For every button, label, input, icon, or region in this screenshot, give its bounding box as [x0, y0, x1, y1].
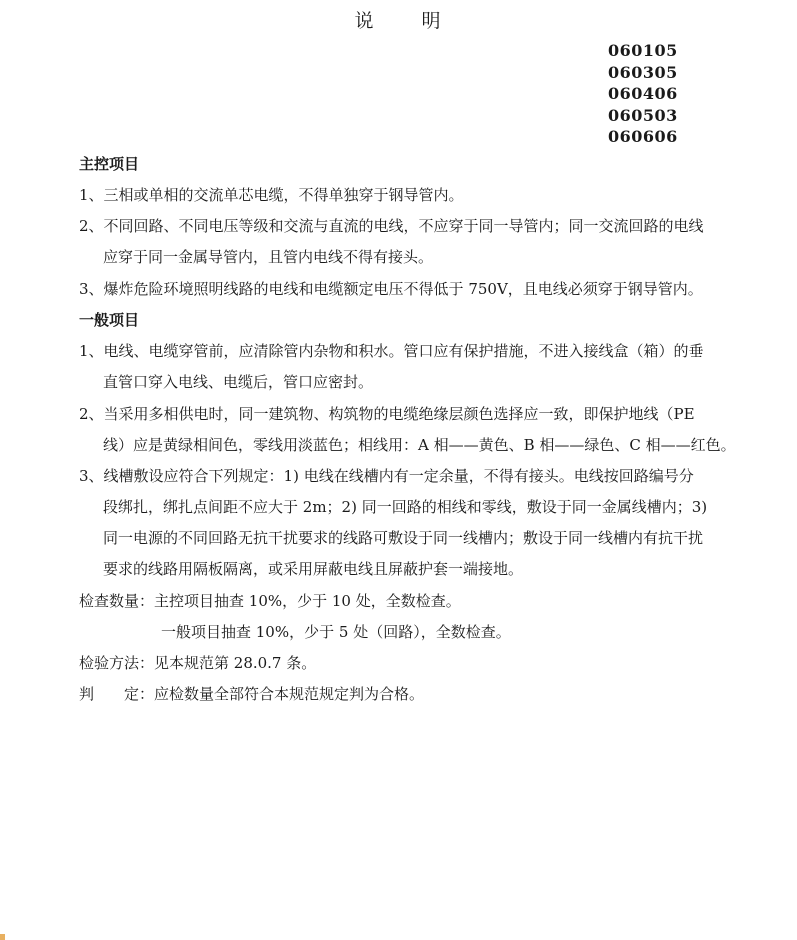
page-corner-mark — [0, 934, 5, 940]
general-item-1: 1、电线、电缆穿管前，应清除管内杂物和积水。管口应有保护措施，不进入接线盒（箱）的垂 — [79, 342, 704, 360]
general-item-2-cont: 线）应是黄绿相间色，零线用淡蓝色；相线用：A 相——黄色、B 相——绿色、C 相——红色。 — [103, 436, 736, 454]
main-items-heading: 主控项目 — [79, 155, 140, 173]
item-code: 060105 — [608, 41, 678, 60]
title-char-1: 说 — [354, 10, 376, 32]
inspection-method: 检验方法：见本规范第 28.0.7 条。 — [79, 654, 317, 672]
judgment-line — [79, 683, 424, 704]
general-item-1-cont: 直管口穿入电线、电缆后，管口应密封。 — [103, 373, 374, 391]
inspection-count: 检查数量：主控项目抽查 10%，少于 10 处，全数检查。 — [79, 592, 461, 610]
page-title — [0, 6, 797, 33]
general-item-3-cont: 段绑扎，绑扎点间距不应大于 2m；2) 同一回路的相线和零线，敷设于同一金属线槽内；3) — [103, 498, 708, 516]
title-char-2: 明 — [421, 10, 443, 32]
general-item-2: 2、当采用多相供电时，同一建筑物、构筑物的电缆绝缘层颜色选择应一致，即保护地线（PE — [79, 405, 695, 423]
item-code: 060406 — [608, 84, 678, 103]
item-code: 060503 — [608, 105, 678, 125]
item-code: 060606 — [608, 127, 678, 146]
item-codes — [608, 40, 678, 148]
item-code: 060305 — [608, 62, 678, 82]
judgment-text: 应检数量全部符合本规范规定判为合格。 — [154, 685, 425, 703]
general-item-3-cont: 要求的线路用隔板隔离，或采用屏蔽电线且屏蔽护套一端接地。 — [103, 560, 524, 578]
inspection-count-general: 一般项目抽查 10%，少于 5 处（回路），全数检查。 — [161, 623, 511, 641]
main-item-3: 3、爆炸危险环境照明线路的电线和电缆额定电压不得低于 750V，且电线必须穿于钢导管内。 — [79, 280, 703, 298]
general-item-3: 3、线槽敷设应符合下列规定：1) 电线在线槽内有一定余量，不得有接头。电线按回路编号分 — [79, 467, 694, 485]
general-item-3-cont: 同一电源的不同回路无抗干扰要求的线路可敷设于同一线槽内；敷设于同一线槽内有抗干扰 — [103, 529, 704, 547]
main-item-1: 1、三相或单相的交流单芯电缆，不得单独穿于钢导管内。 — [79, 186, 464, 204]
main-item-2-cont: 应穿于同一金属导管内，且管内电线不得有接头。 — [103, 248, 434, 266]
judgment-label: 判 定： — [79, 685, 155, 703]
general-items-heading: 一般项目 — [79, 311, 140, 329]
main-item-2: 2、不同回路、不同电压等级和交流与直流的电线，不应穿于同一导管内；同一交流回路的电线 — [79, 217, 704, 235]
